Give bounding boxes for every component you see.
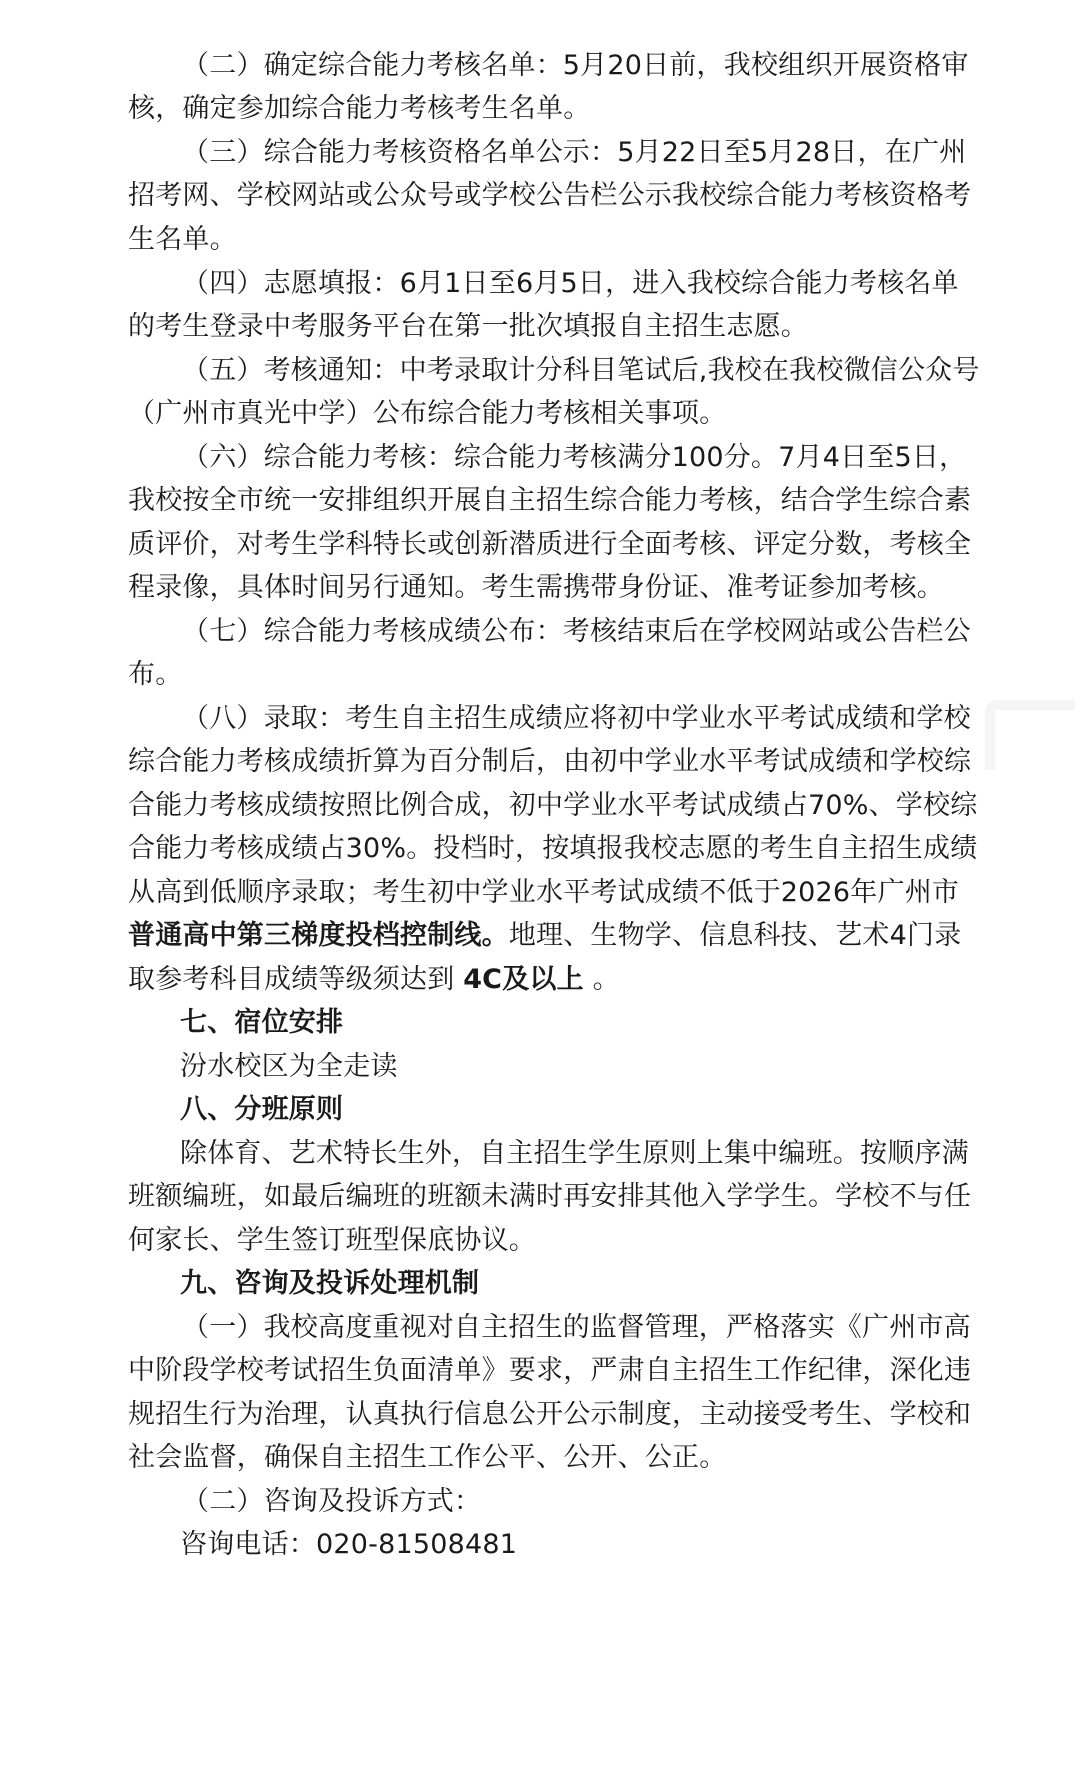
line-post-text: 。 — [583, 964, 620, 995]
paragraph-line: 社会监督，确保自主招生工作公平、公开、公正。 — [128, 1442, 727, 1473]
paragraph-line: 的考生登录中考服务平台在第一批次填报自主招生志愿。 — [128, 311, 808, 342]
section-heading-consultation: 九、咨询及投诉处理机制 — [180, 1268, 480, 1299]
paragraph-line: 质评价，对考生学科特长或创新潜质进行全面考核、评定分数，考核全 — [128, 529, 972, 560]
paragraph-line: （八）录取：考生自主招生成绩应将初中学业水平考试成绩和学校 — [182, 703, 971, 734]
contact-phone: 咨询电话：020-81508481 — [180, 1529, 518, 1560]
paragraph-line: 布。 — [128, 659, 183, 690]
paragraph-line: 核，确定参加综合能力考核考生名单。 — [128, 93, 591, 124]
paragraph-line: 规招生行为治理，认真执行信息公开公示制度，主动接受考生、学校和 — [128, 1399, 972, 1430]
paragraph-line: 招考网、学校网站或公众号或学校公告栏公示我校综合能力考核资格考 — [128, 180, 972, 211]
paragraph-line: （五）考核通知：中考录取计分科目笔试后,我校在我校微信公众号 — [182, 355, 980, 386]
paragraph-line: 汾水校区为全走读 — [180, 1051, 398, 1082]
paragraph-line: （四）志愿填报：6月1日至6月5日，进入我校综合能力考核名单 — [182, 268, 959, 299]
section-heading-dormitory: 七、宿位安排 — [180, 1007, 344, 1038]
faint-corner-mark — [985, 700, 1075, 770]
paragraph-line-mixed — [128, 918, 961, 954]
paragraph-line: （二）确定综合能力考核名单：5月20日前，我校组织开展资格审 — [182, 50, 969, 81]
paragraph-line: 综合能力考核成绩折算为百分制后，由初中学业水平考试成绩和学校综 — [128, 746, 972, 777]
paragraph-line: （六）综合能力考核：综合能力考核满分100分。7月4日至5日， — [182, 442, 967, 473]
paragraph-line: 班额编班，如最后编班的班额未满时再安排其他入学学生。学校不与任 — [128, 1181, 972, 1212]
paragraph-line: 除体育、艺术特长生外，自主招生学生原则上集中编班。按顺序满 — [180, 1138, 969, 1169]
section-heading-class-division: 八、分班原则 — [180, 1094, 344, 1125]
paragraph-line: 从高到低顺序录取；考生初中学业水平考试成绩不低于2026年广州市 — [128, 877, 960, 908]
paragraph-line: （一）我校高度重视对自主招生的监督管理，严格落实《广州市高 — [182, 1312, 971, 1343]
paragraph-line: （广州市真光中学）公布综合能力考核相关事项。 — [128, 398, 727, 429]
line-rest-text: 地理、生物学、信息科技、艺术4门录 — [508, 920, 962, 951]
paragraph-line: 生名单。 — [128, 224, 237, 255]
paragraph-line: 合能力考核成绩按照比例合成，初中学业水平考试成绩占70%、学校综 — [128, 790, 978, 821]
paragraph-line-mixed — [128, 962, 620, 998]
bold-control-line-text: 普通高中第三梯度投档控制线。 — [128, 920, 509, 951]
paragraph-line: （七）综合能力考核成绩公布：考核结束后在学校网站或公告栏公 — [182, 616, 971, 647]
bold-grade-text: 4C及以上 — [463, 964, 584, 995]
paragraph-line: 程录像，具体时间另行通知。考生需携带身份证、准考证参加考核。 — [128, 572, 944, 603]
paragraph-line: 何家长、学生签订班型保底协议。 — [128, 1225, 536, 1256]
paragraph-line: 我校按全市统一安排组织开展自主招生综合能力考核，结合学生综合素 — [128, 485, 972, 516]
paragraph-line: 合能力考核成绩占30%。投档时，按填报我校志愿的考生自主招生成绩 — [128, 833, 978, 864]
paragraph-line: （三）综合能力考核资格名单公示：5月22日至5月28日，在广州 — [182, 137, 967, 168]
line-pre-text: 取参考科目成绩等级须达到 — [128, 964, 464, 995]
paragraph-line: （二）咨询及投诉方式： — [182, 1486, 482, 1517]
paragraph-line: 中阶段学校考试招生负面清单》要求，严肃自主招生工作纪律，深化违 — [128, 1355, 972, 1386]
